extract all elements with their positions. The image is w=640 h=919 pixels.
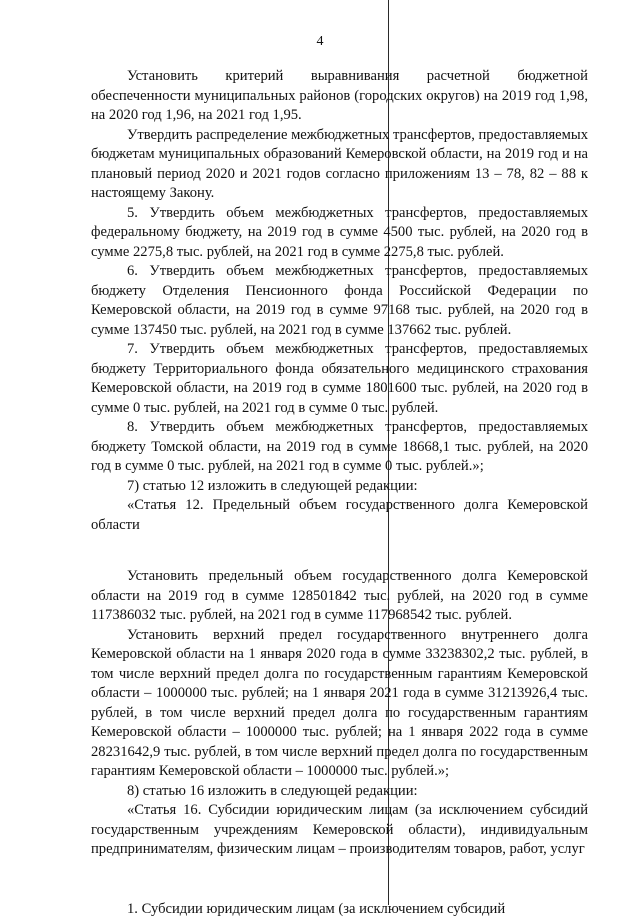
paragraph: 7) статью 12 изложить в следующей редакции:	[91, 477, 588, 497]
paragraph: Установить предельный объем государственного долга Кемеровской области на 2019 год в сумме 128501842 тыс. рублей, на 2020 год в сумме 117386032 тыс. рублей, на 2021 год в сумме 117968542 тыс. рублей.	[91, 567, 588, 626]
paragraph: Установить критерий выравнивания расчетной бюджетной обеспеченности муниципальных районов (городских округов) на 2019 год 1,98, на 2020 год 1,96, на 2021 год 1,95.	[91, 67, 588, 126]
paragraph: 1. Субсидии юридическим лицам (за исключением субсидий	[91, 900, 588, 919]
spacer	[91, 860, 588, 900]
paragraph: 7. Утвердить объем межбюджетных трансфертов, предоставляемых бюджету Территориального фонда обязательного медицинского страхования Кемеровской области, на 2019 год в сумме 1801600 тыс. рублей, на 2020 год в сумме 0 тыс. рублей, на 2021 год в сумме 0 тыс. рублей.	[91, 340, 588, 418]
paragraph: Установить верхний предел государственного внутреннего долга Кемеровской области на 1 января 2020 года в сумме 33238302,2 тыс. рублей, в том числе верхний предел долга по государственным гарантиям Кемеровской области – 1000000 тыс. рублей; на 1 января 2021 года в сумме 31213926,4 тыс. рублей, в том числе верхний предел долга по государственным гарантиям Кемеровской области – 1000000 тыс. рублей; на 1 января 2022 года в сумме 28231642,9 тыс. рублей, в том числе верхний предел долга по государственным гарантиям Кемеровской области – 1000000 тыс. рублей.»;	[91, 626, 588, 782]
spacer	[91, 535, 588, 567]
paragraph: Утвердить распределение межбюджетных трансфертов, предоставляемых бюджетам муниципальных образований Кемеровской области, на 2019 год и на плановый период 2020 и 2021 годов согласно приложениям 13 – 78, 82 – 88 к настоящему Закону.	[91, 126, 588, 204]
document-body	[91, 67, 588, 919]
paragraph: 8. Утвердить объем межбюджетных трансфертов, предоставляемых бюджету Томской области, на 2019 год в сумме 18668,1 тыс. рублей, на 2020 год в сумме 0 тыс. рублей, на 2021 год в сумме 0 тыс. рублей.»;	[91, 418, 588, 477]
paragraph: 6. Утвердить объем межбюджетных трансфертов, предоставляемых бюджету Отделения Пенсионного фонда Российской Федерации по Кемеровской области, на 2019 год в сумме 97168 тыс. рублей, на 2020 год в сумме 137450 тыс. рублей, на 2021 год в сумме 137662 тыс. рублей.	[91, 262, 588, 340]
article-16-heading: «Статья 16. Субсидии юридическим лицам (за исключением субсидий государственным учреждениям Кемеровской области), индивидуальным предпринимателям, физическим лицам – производителям товаров, работ, услуг	[91, 801, 588, 860]
article-12-heading: «Статья 12. Предельный объем государственного долга Кемеровской области	[91, 496, 588, 535]
paragraph: 8) статью 16 изложить в следующей редакции:	[91, 782, 588, 802]
paragraph: 5. Утвердить объем межбюджетных трансфертов, предоставляемых федеральному бюджету, на 2019 год в сумме 4500 тыс. рублей, на 2020 год в сумме 2275,8 тыс. рублей, на 2021 год в сумме 2275,8 тыс. рублей.	[91, 204, 588, 263]
page-number: 4	[0, 34, 640, 50]
